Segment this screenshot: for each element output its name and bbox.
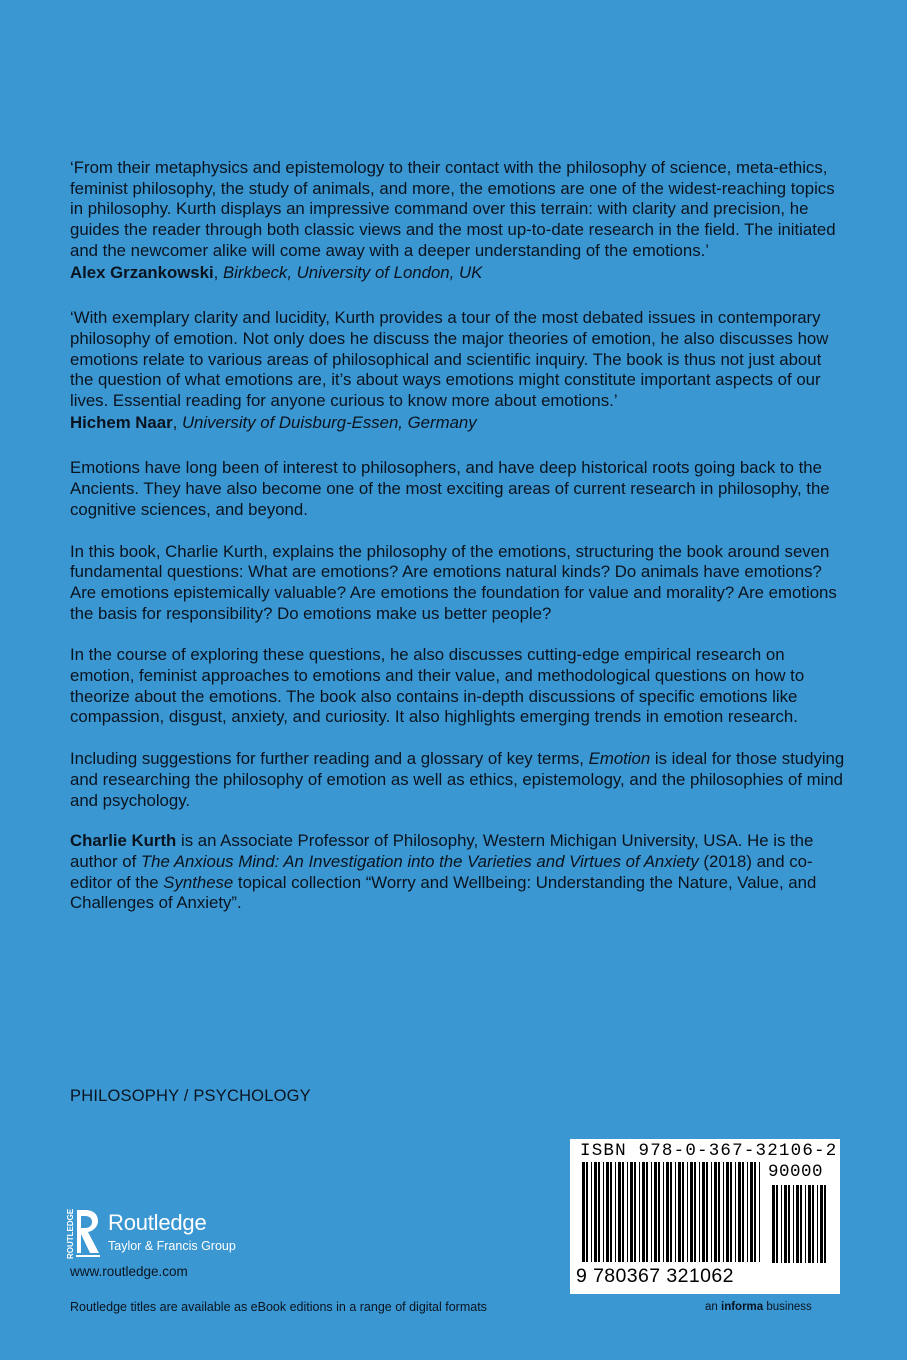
author-previous-book: The Anxious Mind: An Investigation into the Varieties and Virtues of Anxiety (140, 851, 699, 871)
barcode-bar (586, 1162, 588, 1262)
barcode-bar (606, 1162, 609, 1262)
barcode-bar (615, 1162, 616, 1262)
barcode-bar (663, 1162, 664, 1262)
barcode-bar (706, 1162, 708, 1262)
barcode-bar (642, 1162, 645, 1262)
publisher-website[interactable]: www.routledge.com (70, 1264, 188, 1279)
publisher-logo (62, 1207, 252, 1262)
barcode-bar (750, 1162, 753, 1262)
barcode-bar (772, 1185, 775, 1263)
barcode-bar (754, 1162, 756, 1262)
barcode-bar (658, 1162, 660, 1262)
barcode-bar (702, 1162, 705, 1262)
barcode-bar (808, 1185, 811, 1263)
endorser-name: Alex Grzankowski (70, 262, 214, 282)
endorsement-attribution-2: Hichem Naar, University of Duisburg-Essen, Germany (70, 412, 477, 432)
description-paragraph-1: Emotions have long been of interest to philosophers, and have deep historical roots going back to the Ancients. They have also become one of the most exciting areas of current research in philosophy, the cognitive sciences, and beyond. (70, 458, 830, 519)
informa-business-note: an informa business (705, 1301, 812, 1313)
barcode-bar (591, 1162, 592, 1262)
barcode-bar (711, 1162, 712, 1262)
barcode-bar (682, 1162, 684, 1262)
barcode-bar (699, 1162, 700, 1262)
endorser-name: Hichem Naar (70, 412, 173, 432)
description-paragraph-2: In this book, Charlie Kurth, explains the philosophy of the emotions, structuring the book around seven fundamental questions: What are emotions? Are emotions natural kinds? Do animals have emotions? Are emotions epistemically valuable? Are emotions the foundation for value and morality? Are emotions the basis for responsibility? Do emotions make us better people? (70, 541, 837, 623)
barcode-bar (800, 1185, 802, 1263)
barcode-bar (618, 1162, 621, 1262)
price-code-label: 90000 (768, 1162, 824, 1182)
barcode-bar (723, 1162, 724, 1262)
barcode-bar (603, 1162, 604, 1262)
barcode-bar (796, 1185, 799, 1263)
barcode-bar (594, 1162, 597, 1262)
endorsement-quote-1: ‘From their metaphysics and epistemology to their contact with the philosophy of science, meta-ethics, feminist philosophy, the study of animals, and more, the emotions are one of the widest-reaching topics in philosophy. Kurth displays an impressive command over this terrain: with clarity and precision, he guides the reader through both classic views and the most up-to-date research in the field. The initiated and the newcomer alike will come away with a deeper understanding of the emotions.’ (70, 158, 836, 260)
barcode-bar (812, 1185, 814, 1263)
barcode-bar (735, 1162, 736, 1262)
barcode-bar (820, 1185, 823, 1263)
description-paragraph-4: Including suggestions for further reading and a glossary of key terms, Emotion is ideal for those studying and researching the philosophy of emotion as well as ethics, epistemology, and the philosophies of mind and psychology. (70, 749, 845, 810)
author-bio: Charlie Kurth is an Associate Professor of Philosophy, Western Michigan University, USA. He is the author of The Anxious Mind: An Investigation into the Varieties and Virtues of Anxiety (2018) and co-editor of the Synthese topical collection “Worry and Wellbeing: Understanding the Nature, Value, and Challenges of Anxiety”. (70, 831, 817, 913)
barcode-bar (666, 1162, 669, 1262)
barcode-bar (582, 1162, 585, 1262)
barcode-bar (610, 1162, 612, 1262)
back-cover-text (70, 158, 845, 914)
barcode-bar (726, 1162, 729, 1262)
barcode-bar (788, 1185, 790, 1263)
isbn-label: ISBN 978-0-367-32106-2 (580, 1141, 838, 1161)
barcode-bar (738, 1162, 741, 1262)
endorsement-quote-2: ‘With exemplary clarity and lucidity, Kurth provides a tour of the most debated issues in contemporary philosophy of emotion. Not only does he discuss the major theories of emotion, he also discusses how emotions relate to various areas of philosophical and scientific inquiry. The book is thus not just about the question of what emotions are, it’s about ways emotions might constitute important aspects of our lives. Essential reading for anyone curious to know more about emotions.’ (70, 308, 829, 411)
barcode-bar (694, 1162, 696, 1262)
ean-barcode-main (580, 1162, 765, 1262)
barcode-bar (730, 1162, 732, 1262)
barcode-bar (817, 1185, 818, 1263)
barcode-bar (598, 1162, 600, 1262)
ebook-note: Routledge titles are available as eBook editions in a range of digital formats (70, 1300, 487, 1314)
barcode-bar (781, 1185, 782, 1263)
journal-name: Synthese (163, 872, 234, 892)
logo-vertical-text: ROUTLEDGE (66, 1208, 75, 1259)
barcode-bar (747, 1162, 748, 1262)
barcode-bar (714, 1162, 717, 1262)
barcode-bar (654, 1162, 657, 1262)
barcode-bar (651, 1162, 652, 1262)
ean-barcode-addon (770, 1185, 828, 1263)
barcode-bar (670, 1162, 672, 1262)
publisher-name: Routledge (108, 1210, 207, 1235)
barcode-bar (639, 1162, 640, 1262)
barcode-bar (718, 1162, 720, 1262)
barcode-bar (678, 1162, 681, 1262)
endorser-affiliation: Birkbeck, University of London, UK (222, 262, 483, 282)
barcode-bar (805, 1185, 806, 1263)
barcode-bar (675, 1162, 676, 1262)
barcode-bar (622, 1162, 624, 1262)
book-title: Emotion (588, 749, 651, 769)
barcode-bar (627, 1162, 628, 1262)
barcode-bar (776, 1185, 778, 1263)
barcode-bar (824, 1185, 826, 1263)
endorser-affiliation: University of Duisburg-Essen, Germany (181, 412, 477, 432)
endorsement-attribution-1: Alex Grzankowski, Birkbeck, University of London, UK (70, 262, 483, 282)
publisher-group: Taylor & Francis Group (108, 1239, 236, 1253)
barcode-bar (759, 1162, 760, 1262)
description-paragraph-3: In the course of exploring these questions, he also discusses cutting-edge empirical research on emotion, feminist approaches to emotions and their value, and methodological questions on how to theorize about the emotions. The book also contains in-depth discussions of specific emotions like compassion, disgust, anxiety, and curiosity. It also highlights emerging trends in emotion research. (70, 645, 805, 727)
barcode-bar (784, 1185, 787, 1263)
routledge-logo-icon (62, 1207, 102, 1259)
barcode-bar (646, 1162, 648, 1262)
barcode-bar (630, 1162, 633, 1262)
barcode-bar (687, 1162, 688, 1262)
barcode-bar (793, 1185, 794, 1263)
barcode-bar (634, 1162, 636, 1262)
barcode-bar (742, 1162, 744, 1262)
barcode-bar (690, 1162, 693, 1262)
subject-category: PHILOSOPHY / PSYCHOLOGY (70, 1087, 311, 1105)
author-name: Charlie Kurth (70, 831, 177, 851)
isbn-barcode (570, 1139, 840, 1294)
ean-digits: 9 780367 321062 (576, 1265, 734, 1287)
